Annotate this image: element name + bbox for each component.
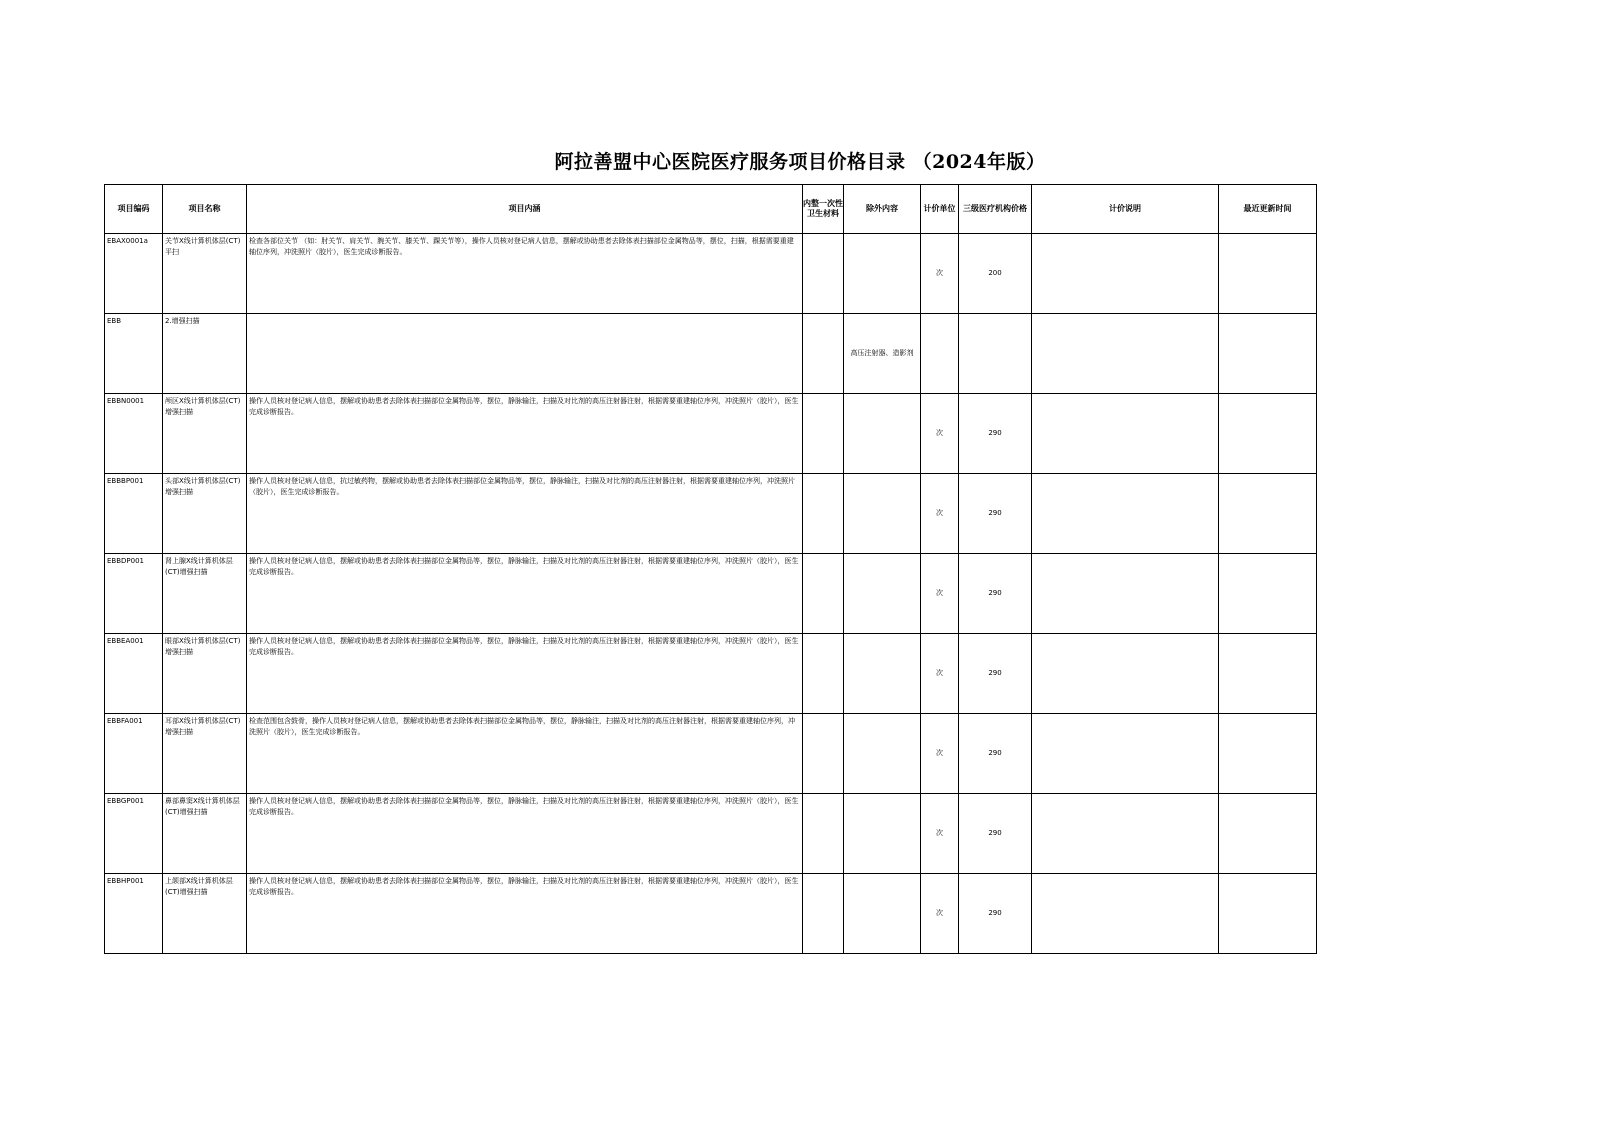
cell-unit: 次: [921, 874, 959, 954]
cell-code: EBAX0001a: [105, 234, 163, 314]
cell-price: 290: [959, 394, 1032, 474]
cell-unit: 次: [921, 714, 959, 794]
cell-name: 鼻部鼻窦X线计算机体层(CT)增强扫描: [163, 794, 247, 874]
cell-note: [1032, 634, 1219, 714]
cell-content: 操作人员核对登记病人信息，摆解或协助患者去除体表扫描部位金属物品等，摆位，静脉输注，扫描及对比剂的高压注射器注射，根据需要重建轴位序列，冲洗照片（胶片），医生完成诊断报告。: [247, 634, 803, 714]
cell-unit: [921, 314, 959, 394]
cell-name: 耳部X线计算机体层(CT)增强扫描: [163, 714, 247, 794]
cell-content: 操作人员核对登记病人信息，摆解或协助患者去除体表扫描部位金属物品等，摆位，静脉输注，扫描及对比剂的高压注射器注射，根据需要重建轴位序列，冲洗照片（胶片），医生完成诊断报告。: [247, 874, 803, 954]
header-note: 计价说明: [1032, 185, 1219, 234]
cell-name: 颅区X线计算机体层(CT)增强扫描: [163, 394, 247, 474]
cell-note: [1032, 554, 1219, 634]
cell-code: EBBN0001: [105, 394, 163, 474]
cell-note: [1032, 474, 1219, 554]
cell-disposable: [803, 474, 844, 554]
cell-content: 检查各部位关节 （如：肘关节、肩关节、腕关节、膝关节、踝关节等），操作人员核对登记病人信息，摆解或协助患者去除体表扫描部位金属物品等，摆位，扫描，根据需要重建轴位序列，冲洗照片（胶片），医生完成诊断报告。: [247, 234, 803, 314]
header-updated: 最近更新时间: [1219, 185, 1317, 234]
cell-note: [1032, 874, 1219, 954]
cell-updated: [1219, 714, 1317, 794]
cell-excluded: [844, 714, 921, 794]
cell-updated: [1219, 634, 1317, 714]
cell-updated: [1219, 474, 1317, 554]
cell-updated: [1219, 874, 1317, 954]
table-row: [105, 394, 1317, 474]
header-code: 项目编码: [105, 185, 163, 234]
cell-excluded: [844, 474, 921, 554]
cell-updated: [1219, 794, 1317, 874]
table-row: [105, 794, 1317, 874]
cell-price: 200: [959, 234, 1032, 314]
header-excluded: 除外内容: [844, 185, 921, 234]
cell-disposable: [803, 314, 844, 394]
cell-content: 操作人员核对登记病人信息，摆解或协助患者去除体表扫描部位金属物品等，摆位，静脉输注，扫描及对比剂的高压注射器注射，根据需要重建轴位序列，冲洗照片（胶片），医生完成诊断报告。: [247, 394, 803, 474]
cell-disposable: [803, 874, 844, 954]
price-catalog-table: [104, 184, 1317, 954]
cell-price: [959, 314, 1032, 394]
cell-content: 操作人员核对登记病人信息，摆解或协助患者去除体表扫描部位金属物品等，摆位，静脉输注，扫描及对比剂的高压注射器注射，根据需要重建轴位序列，冲洗照片（胶片），医生完成诊断报告。: [247, 554, 803, 634]
page-title: 阿拉善盟中心医院医疗服务项目价格目录 （2024年版）: [554, 151, 1046, 173]
cell-unit: 次: [921, 394, 959, 474]
cell-note: [1032, 234, 1219, 314]
table-row: [105, 314, 1317, 394]
header-name: 项目名称: [163, 185, 247, 234]
table-row: [105, 474, 1317, 554]
cell-disposable: [803, 714, 844, 794]
cell-code: EBBHP001: [105, 874, 163, 954]
cell-code: EBBGP001: [105, 794, 163, 874]
cell-unit: 次: [921, 474, 959, 554]
header-price: 三级医疗机构价格: [959, 185, 1032, 234]
cell-name: 头部X线计算机体层(CT)增强扫描: [163, 474, 247, 554]
table-row: [105, 714, 1317, 794]
cell-excluded: [844, 234, 921, 314]
cell-note: [1032, 314, 1219, 394]
table-row: [105, 554, 1317, 634]
cell-content: 操作人员核对登记病人信息，摆解或协助患者去除体表扫描部位金属物品等，摆位，静脉输注，扫描及对比剂的高压注射器注射，根据需要重建轴位序列，冲洗照片（胶片），医生完成诊断报告。: [247, 794, 803, 874]
cell-updated: [1219, 394, 1317, 474]
cell-disposable: [803, 634, 844, 714]
cell-note: [1032, 394, 1219, 474]
cell-price: 290: [959, 634, 1032, 714]
cell-price: 290: [959, 794, 1032, 874]
cell-updated: [1219, 554, 1317, 634]
cell-code: EBBBP001: [105, 474, 163, 554]
cell-excluded: [844, 634, 921, 714]
cell-name: 眼部X线计算机体层(CT)增强扫描: [163, 634, 247, 714]
cell-excluded: [844, 794, 921, 874]
cell-unit: 次: [921, 554, 959, 634]
cell-code: EBB: [105, 314, 163, 394]
cell-content: [247, 314, 803, 394]
header-unit: 计价单位: [921, 185, 959, 234]
cell-price: 290: [959, 714, 1032, 794]
cell-code: EBBFA001: [105, 714, 163, 794]
table-row: [105, 234, 1317, 314]
header-disposable: 内整一次性卫生材料: [803, 185, 844, 234]
cell-content: 操作人员核对登记病人信息，抗过敏药物，摆解或协助患者去除体表扫描部位金属物品等，摆位，静脉输注，扫描及对比剂的高压注射器注射，根据需要重建轴位序列，冲洗照片（胶片），医生完成诊断报告。: [247, 474, 803, 554]
cell-updated: [1219, 314, 1317, 394]
cell-disposable: [803, 394, 844, 474]
cell-note: [1032, 794, 1219, 874]
cell-disposable: [803, 234, 844, 314]
table-row: [105, 874, 1317, 954]
cell-code: EBBEA001: [105, 634, 163, 714]
cell-price: 290: [959, 554, 1032, 634]
cell-excluded: 高压注射器、造影剂: [844, 314, 921, 394]
cell-unit: 次: [921, 634, 959, 714]
cell-name: 上颌部X线计算机体层(CT)增强扫描: [163, 874, 247, 954]
cell-unit: 次: [921, 794, 959, 874]
cell-code: EBBDP001: [105, 554, 163, 634]
header-content: 项目内涵: [247, 185, 803, 234]
cell-price: 290: [959, 874, 1032, 954]
cell-excluded: [844, 554, 921, 634]
cell-price: 290: [959, 474, 1032, 554]
cell-updated: [1219, 234, 1317, 314]
cell-disposable: [803, 554, 844, 634]
cell-excluded: [844, 874, 921, 954]
cell-note: [1032, 714, 1219, 794]
cell-name: 肾上腺X线计算机体层(CT)增强扫描: [163, 554, 247, 634]
cell-unit: 次: [921, 234, 959, 314]
cell-name: 关节X线计算机体层(CT)平扫: [163, 234, 247, 314]
cell-content: 检查范围包含鼓骨，操作人员核对登记病人信息，摆解或协助患者去除体表扫描部位金属物品等，摆位，静脉输注，扫描及对比剂的高压注射器注射，根据需要重建轴位序列，冲洗照片（胶片），医生完成诊断报告。: [247, 714, 803, 794]
cell-excluded: [844, 394, 921, 474]
cell-name: 2.增强扫描: [163, 314, 247, 394]
table-row: [105, 634, 1317, 714]
table-header-row: [105, 185, 1317, 234]
cell-disposable: [803, 794, 844, 874]
